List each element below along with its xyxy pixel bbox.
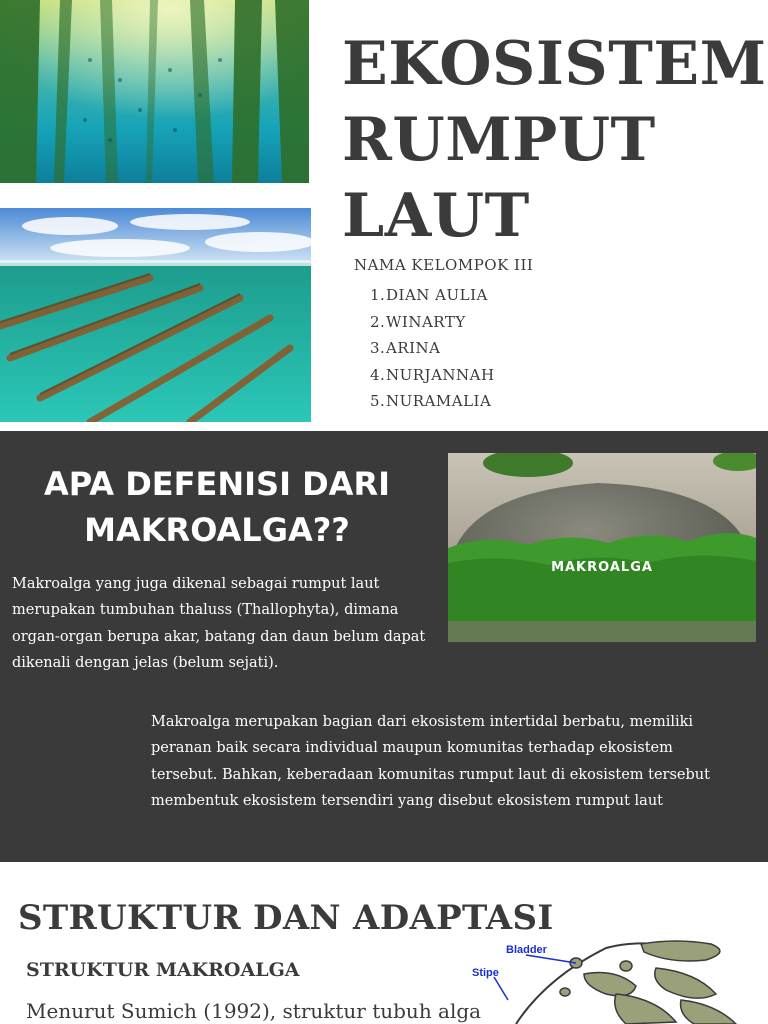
member-name: NURAMALIA [386,392,492,411]
title-line-3: LAUT [342,181,530,251]
list-item [370,309,495,336]
title-line-2: RUMPUT [342,105,656,175]
title-line-1: EKOSISTEM [342,29,767,99]
member-name: WINARTY [386,312,466,331]
structure-body-text: Menurut Sumich (1992), struktur tubuh alga [26,999,482,1023]
list-number: 2. [370,312,386,331]
list-number: 4. [370,365,386,384]
definition-paragraph-1: Makroalga yang juga dikenal sebagai rumput laut merupakan tumbuhan thaluss (Thallophyta), dimana organ-organ berupa akar, batang dan daun belum dapat dikenali dengan jelas (belum sejati). [12,576,426,672]
member-name: NURJANNAH [386,365,495,384]
list-number: 3. [370,339,386,358]
image-caption: MAKROALGA [551,560,653,575]
group-label: NAMA KELOMPOK III [354,256,534,274]
definition-paragraph-2: Makroalga merupakan bagian dari ekosistem intertidal berbatu, memiliki peranan baik secara individual maupun komunitas terhadap ekosistem tersebut. Bahkan, keberadaan komunitas rumput laut di ekosistem tersebut membentuk ekosistem tersendiri yang disebut ekosistem rumput laut [151,714,710,810]
page-title [342,26,767,254]
structure-section [0,862,768,1024]
list-item [370,282,495,309]
list-item [370,362,495,389]
stipe-label: Stipe [472,967,499,979]
list-number: 1. [370,286,386,304]
list-number: 5. [370,392,386,411]
kelp-forest-image [0,0,309,183]
member-list [370,282,495,415]
structure-subheading: STRUKTUR MAKROALGA [26,959,300,981]
title-section [0,0,768,431]
algae-structure-diagram [466,938,768,1024]
structure-heading: STRUKTUR DAN ADAPTASI [18,898,554,938]
list-item [370,335,495,362]
member-name: ARINA [386,339,441,358]
list-item [370,388,495,415]
member-name: DIAN AULIA [386,286,488,304]
makroalga-rock-image [448,453,756,642]
bladder-label: Bladder [506,944,547,956]
definition-question: APA DEFENISI DARI MAKROALGA?? [44,465,390,549]
definition-section [0,431,768,862]
seaweed-farm-image [0,208,311,422]
